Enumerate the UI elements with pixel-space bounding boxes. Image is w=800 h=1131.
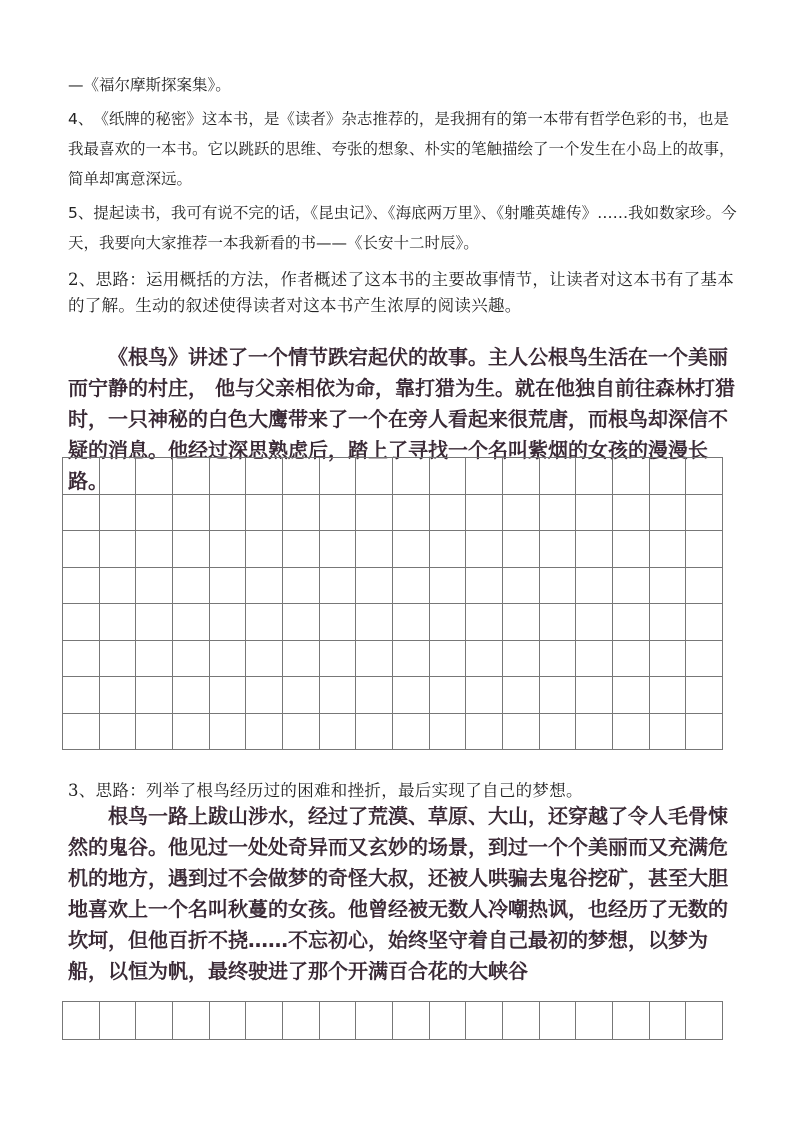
grid-cell xyxy=(63,641,100,678)
text-line-top: —《福尔摩斯探案集》。 xyxy=(68,76,231,94)
grid-cell xyxy=(503,495,540,532)
grid-cell xyxy=(393,495,430,532)
grid-cell xyxy=(576,714,613,751)
grid-cell xyxy=(503,677,540,714)
grid-cell xyxy=(136,604,173,641)
grid-cell xyxy=(613,458,650,495)
grid-cell xyxy=(356,568,393,605)
grid-cell xyxy=(576,641,613,678)
grid-cell xyxy=(283,1002,320,1040)
grid-cell xyxy=(466,531,503,568)
grid-cell xyxy=(466,458,503,495)
grid-cell xyxy=(466,568,503,605)
grid-cell xyxy=(356,604,393,641)
grid-cell xyxy=(503,714,540,751)
grid-cell xyxy=(173,458,210,495)
grid-cell xyxy=(540,531,577,568)
grid-cell xyxy=(136,641,173,678)
grid-cell xyxy=(246,714,283,751)
grid-cell xyxy=(100,531,137,568)
grid-cell xyxy=(356,531,393,568)
grid-cell xyxy=(540,714,577,751)
grid-cell xyxy=(466,714,503,751)
grid-cell xyxy=(246,531,283,568)
grid-cell xyxy=(210,604,247,641)
grid-cell xyxy=(63,677,100,714)
grid-cell xyxy=(356,1002,393,1040)
grid-cell xyxy=(503,604,540,641)
grid-cell xyxy=(173,641,210,678)
grid-cell xyxy=(576,568,613,605)
grid-cell xyxy=(100,604,137,641)
grid-cell xyxy=(686,458,723,495)
grid-cell xyxy=(210,1002,247,1040)
grid-cell xyxy=(393,1002,430,1040)
grid-cell xyxy=(283,495,320,532)
grid-cell xyxy=(136,531,173,568)
grid-cell xyxy=(210,568,247,605)
grid-cell xyxy=(686,495,723,532)
grid-cell xyxy=(686,1002,723,1040)
grid-cell xyxy=(356,714,393,751)
grid-cell xyxy=(320,677,357,714)
grid-cell xyxy=(503,458,540,495)
grid-cell xyxy=(246,495,283,532)
grid-cell xyxy=(393,568,430,605)
grid-cell xyxy=(576,458,613,495)
grid-cell xyxy=(136,714,173,751)
grid-cell xyxy=(63,531,100,568)
grid-cell xyxy=(210,531,247,568)
grid-cell xyxy=(613,1002,650,1040)
grid-cell xyxy=(283,531,320,568)
grid-cell xyxy=(613,677,650,714)
grid-cell xyxy=(100,641,137,678)
grid-cell xyxy=(320,531,357,568)
grid-cell xyxy=(686,531,723,568)
grid-cell xyxy=(320,495,357,532)
grid-cell xyxy=(63,604,100,641)
grid-cell xyxy=(100,714,137,751)
grid-cell xyxy=(430,458,467,495)
grid-cell xyxy=(430,604,467,641)
grid-cell xyxy=(503,1002,540,1040)
grid-cell xyxy=(466,1002,503,1040)
grid-cell xyxy=(393,604,430,641)
grid-cell xyxy=(63,1002,100,1040)
grid-cell xyxy=(100,568,137,605)
grid-cell xyxy=(356,458,393,495)
grid-cell xyxy=(210,458,247,495)
grid-cell xyxy=(576,677,613,714)
grid-cell xyxy=(540,458,577,495)
grid-cell xyxy=(613,714,650,751)
grid-cell xyxy=(613,568,650,605)
grid-cell xyxy=(503,531,540,568)
grid-cell xyxy=(210,641,247,678)
grid-cell xyxy=(173,604,210,641)
grid-cell xyxy=(283,604,320,641)
grid-cell xyxy=(320,568,357,605)
grid-cell xyxy=(576,1002,613,1040)
grid-cell xyxy=(686,568,723,605)
grid-cell xyxy=(650,1002,687,1040)
grid-cell xyxy=(650,495,687,532)
grid-cell xyxy=(650,531,687,568)
grid-cell xyxy=(540,641,577,678)
grid-cell xyxy=(63,714,100,751)
grid-cell xyxy=(540,568,577,605)
grid-cell xyxy=(650,714,687,751)
grid-cell xyxy=(430,641,467,678)
grid-cell xyxy=(283,677,320,714)
writing-grid-1 xyxy=(62,457,723,750)
grid-cell xyxy=(576,495,613,532)
grid-cell xyxy=(503,641,540,678)
grid-cell xyxy=(136,568,173,605)
grid-cell xyxy=(63,495,100,532)
grid-cell xyxy=(173,1002,210,1040)
grid-cell xyxy=(430,531,467,568)
item-5-paragraph: 5、提起读书，我可有说不完的话，《昆虫记》、《海底两万里》、《射雕英雄传》……我如数家珍。今天，我要向大家推荐一本我新看的书——《长安十二时辰》。 xyxy=(68,204,737,252)
grid-cell xyxy=(430,677,467,714)
grid-cell xyxy=(173,531,210,568)
grid-cell xyxy=(320,604,357,641)
grid-cell xyxy=(100,458,137,495)
grid-cell xyxy=(136,458,173,495)
grid-cell xyxy=(173,495,210,532)
grid-cell xyxy=(613,604,650,641)
section-2-example: 《根鸟》讲述了一个情节跌宕起伏的故事。主人公根鸟生活在一个美丽而宁静的村庄， 他与父亲相依为命，靠打猎为生。就在他独自前往森林打猎时，一只神秘的白色大鹰带来了一个在旁人看起来很荒唐，而根鸟却深信不疑的消息。他经过深思熟虑后，踏上了寻找一个名叫紫烟的女孩的漫漫长路。 xyxy=(68,345,735,493)
grid-cell xyxy=(393,714,430,751)
grid-cell xyxy=(686,604,723,641)
grid-cell xyxy=(136,677,173,714)
grid-cell xyxy=(393,641,430,678)
grid-cell xyxy=(246,458,283,495)
grid-cell xyxy=(466,641,503,678)
grid-cell xyxy=(576,604,613,641)
grid-cell xyxy=(246,677,283,714)
grid-cell xyxy=(356,495,393,532)
grid-cell xyxy=(430,495,467,532)
grid-cell xyxy=(283,714,320,751)
grid-cell xyxy=(283,458,320,495)
grid-cell xyxy=(466,495,503,532)
grid-cell xyxy=(283,641,320,678)
grid-cell xyxy=(393,677,430,714)
grid-cell xyxy=(503,568,540,605)
grid-cell xyxy=(613,641,650,678)
grid-cell xyxy=(576,531,613,568)
grid-cell xyxy=(650,604,687,641)
grid-cell xyxy=(320,714,357,751)
grid-cell xyxy=(210,677,247,714)
grid-cell xyxy=(136,1002,173,1040)
grid-cell xyxy=(430,714,467,751)
grid-cell xyxy=(136,495,173,532)
grid-cell xyxy=(650,568,687,605)
grid-cell xyxy=(100,495,137,532)
grid-cell xyxy=(686,714,723,751)
grid-cell xyxy=(686,677,723,714)
grid-cell xyxy=(540,495,577,532)
grid-cell xyxy=(650,677,687,714)
grid-cell xyxy=(320,641,357,678)
grid-cell xyxy=(246,604,283,641)
grid-cell xyxy=(430,568,467,605)
grid-cell xyxy=(246,641,283,678)
grid-cell xyxy=(63,568,100,605)
grid-cell xyxy=(393,531,430,568)
grid-cell xyxy=(283,568,320,605)
grid-cell xyxy=(246,568,283,605)
grid-cell xyxy=(393,458,430,495)
grid-cell xyxy=(356,641,393,678)
grid-cell xyxy=(173,568,210,605)
grid-cell xyxy=(210,495,247,532)
grid-cell xyxy=(100,677,137,714)
grid-cell xyxy=(173,714,210,751)
grid-cell xyxy=(650,458,687,495)
grid-cell xyxy=(246,1002,283,1040)
grid-cell xyxy=(173,677,210,714)
grid-cell xyxy=(650,641,687,678)
grid-cell xyxy=(320,458,357,495)
grid-cell xyxy=(100,1002,137,1040)
writing-grid-2 xyxy=(62,1001,723,1040)
grid-cell xyxy=(540,1002,577,1040)
grid-cell xyxy=(466,677,503,714)
grid-cell xyxy=(210,714,247,751)
grid-cell xyxy=(540,604,577,641)
grid-cell xyxy=(430,1002,467,1040)
item-4-paragraph: 4、 《纸牌的秘密》这本书，是《读者》杂志推荐的，是我拥有的第一本带有哲学色彩的书，也是我最喜欢的一本书。它以跳跃的思维、夸张的想象、朴实的笔触描绘了一个发生在小岛上的故事，简单却寓意深远。 xyxy=(68,110,735,188)
grid-cell xyxy=(320,1002,357,1040)
grid-cell xyxy=(540,677,577,714)
section-2-thought: 2、思路：运用概括的方法，作者概述了这本书的主要故事情节，让读者对这本书有了基本的了解。生动的叙述使得读者对这本书产生浓厚的阅读兴趣。 xyxy=(68,270,734,315)
grid-cell xyxy=(63,458,100,495)
grid-cell xyxy=(613,531,650,568)
grid-cell xyxy=(356,677,393,714)
grid-cell xyxy=(466,604,503,641)
section-3-example: 根鸟一路上跋山涉水，经过了荒漠、草原、大山，还穿越了令人毛骨悚然的鬼谷。他见过一处处奇异而又玄妙的场景，到过一个个美丽而又充满危机的地方，遇到过不会做梦的奇怪大叔，还被人哄骗去鬼谷挖矿，甚至大胆地喜欢上一个名叫秋蔓的女孩。他曾经被无数人冷嘲热讽，也经历了无数的坎坷，但他百折不挠……不忘初心，始终坚守着自己最初的梦想，以梦为船，以恒为帆，最终驶进了那个开满百合花的大峡谷 xyxy=(68,804,728,983)
grid-cell xyxy=(613,495,650,532)
section-3-thought: 3、思路：列举了根鸟经历过的困难和挫折，最后实现了自己的梦想。 xyxy=(68,781,583,800)
grid-cell xyxy=(686,641,723,678)
